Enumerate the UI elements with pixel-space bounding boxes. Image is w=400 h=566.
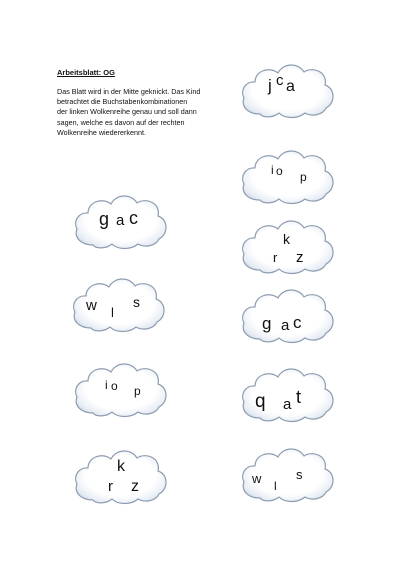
- cloud-letter: o: [276, 164, 283, 178]
- cloud-letter: j: [268, 76, 272, 95]
- cloud-letter: k: [283, 231, 290, 247]
- cloud-shape: [69, 272, 169, 334]
- cloud-letter: s: [133, 294, 140, 310]
- instruction-line: sagen, welche es davon auf der rechten: [57, 117, 185, 127]
- cloud-letter: p: [300, 170, 307, 184]
- instruction-line: Wolkenreihe wiedererkennt.: [57, 127, 146, 137]
- cloud-letter: t: [296, 387, 302, 407]
- instructions-text: [57, 87, 247, 138]
- cloud-letter: k: [117, 458, 125, 475]
- cloud-shape: [238, 362, 338, 424]
- cloud-letter: r: [273, 250, 278, 265]
- cloud-letter: i: [271, 163, 274, 177]
- cloud-letter: c: [276, 72, 284, 89]
- cloud-letter: z: [296, 249, 304, 266]
- left-cloud-iop: [71, 357, 171, 419]
- cloud-letter: r: [108, 478, 113, 495]
- instruction-line: betrachtet die Buchstabenkombinationen: [57, 97, 188, 107]
- cloud-letter: s: [296, 467, 303, 482]
- right-cloud-iop: [238, 144, 338, 206]
- cloud-letter: w: [86, 297, 97, 314]
- left-cloud-krz: [71, 444, 171, 506]
- instruction-line: der linken Wolkenreihe genau und soll dann: [57, 107, 197, 117]
- instruction-line: Das Blatt wird in der Mitte geknickt. Das Kind: [57, 87, 201, 96]
- worksheet-title: Arbeitsblatt: OG: [57, 68, 115, 77]
- cloud-letter: w: [252, 471, 262, 486]
- cloud-shape: [238, 144, 338, 206]
- cloud-shape: [238, 283, 338, 345]
- right-cloud-jca: [238, 58, 338, 120]
- cloud-letter: g: [262, 314, 272, 333]
- cloud-shape: [71, 444, 171, 506]
- cloud-shape: [71, 357, 171, 419]
- cloud-letter: p: [134, 384, 141, 398]
- cloud-letter: z: [131, 478, 139, 495]
- cloud-letter: a: [281, 317, 290, 334]
- cloud-letter: i: [105, 378, 108, 392]
- cloud-letter: c: [293, 313, 302, 332]
- cloud-letter: q: [255, 391, 266, 412]
- left-cloud-gac: [71, 189, 171, 251]
- right-cloud-krz: [238, 214, 338, 276]
- cloud-letter: a: [286, 78, 295, 95]
- right-cloud-qat: [238, 362, 338, 424]
- left-cloud-wls: [69, 272, 169, 334]
- cloud-letter: a: [116, 212, 125, 229]
- cloud-letter: l: [274, 479, 277, 493]
- cloud-letter: c: [129, 208, 138, 228]
- right-cloud-gac: [238, 283, 338, 345]
- cloud-letter: l: [111, 305, 114, 320]
- cloud-letter: o: [111, 379, 118, 393]
- cloud-letter: g: [99, 209, 110, 229]
- cloud-letter: a: [283, 396, 292, 413]
- right-cloud-wls: [238, 442, 338, 504]
